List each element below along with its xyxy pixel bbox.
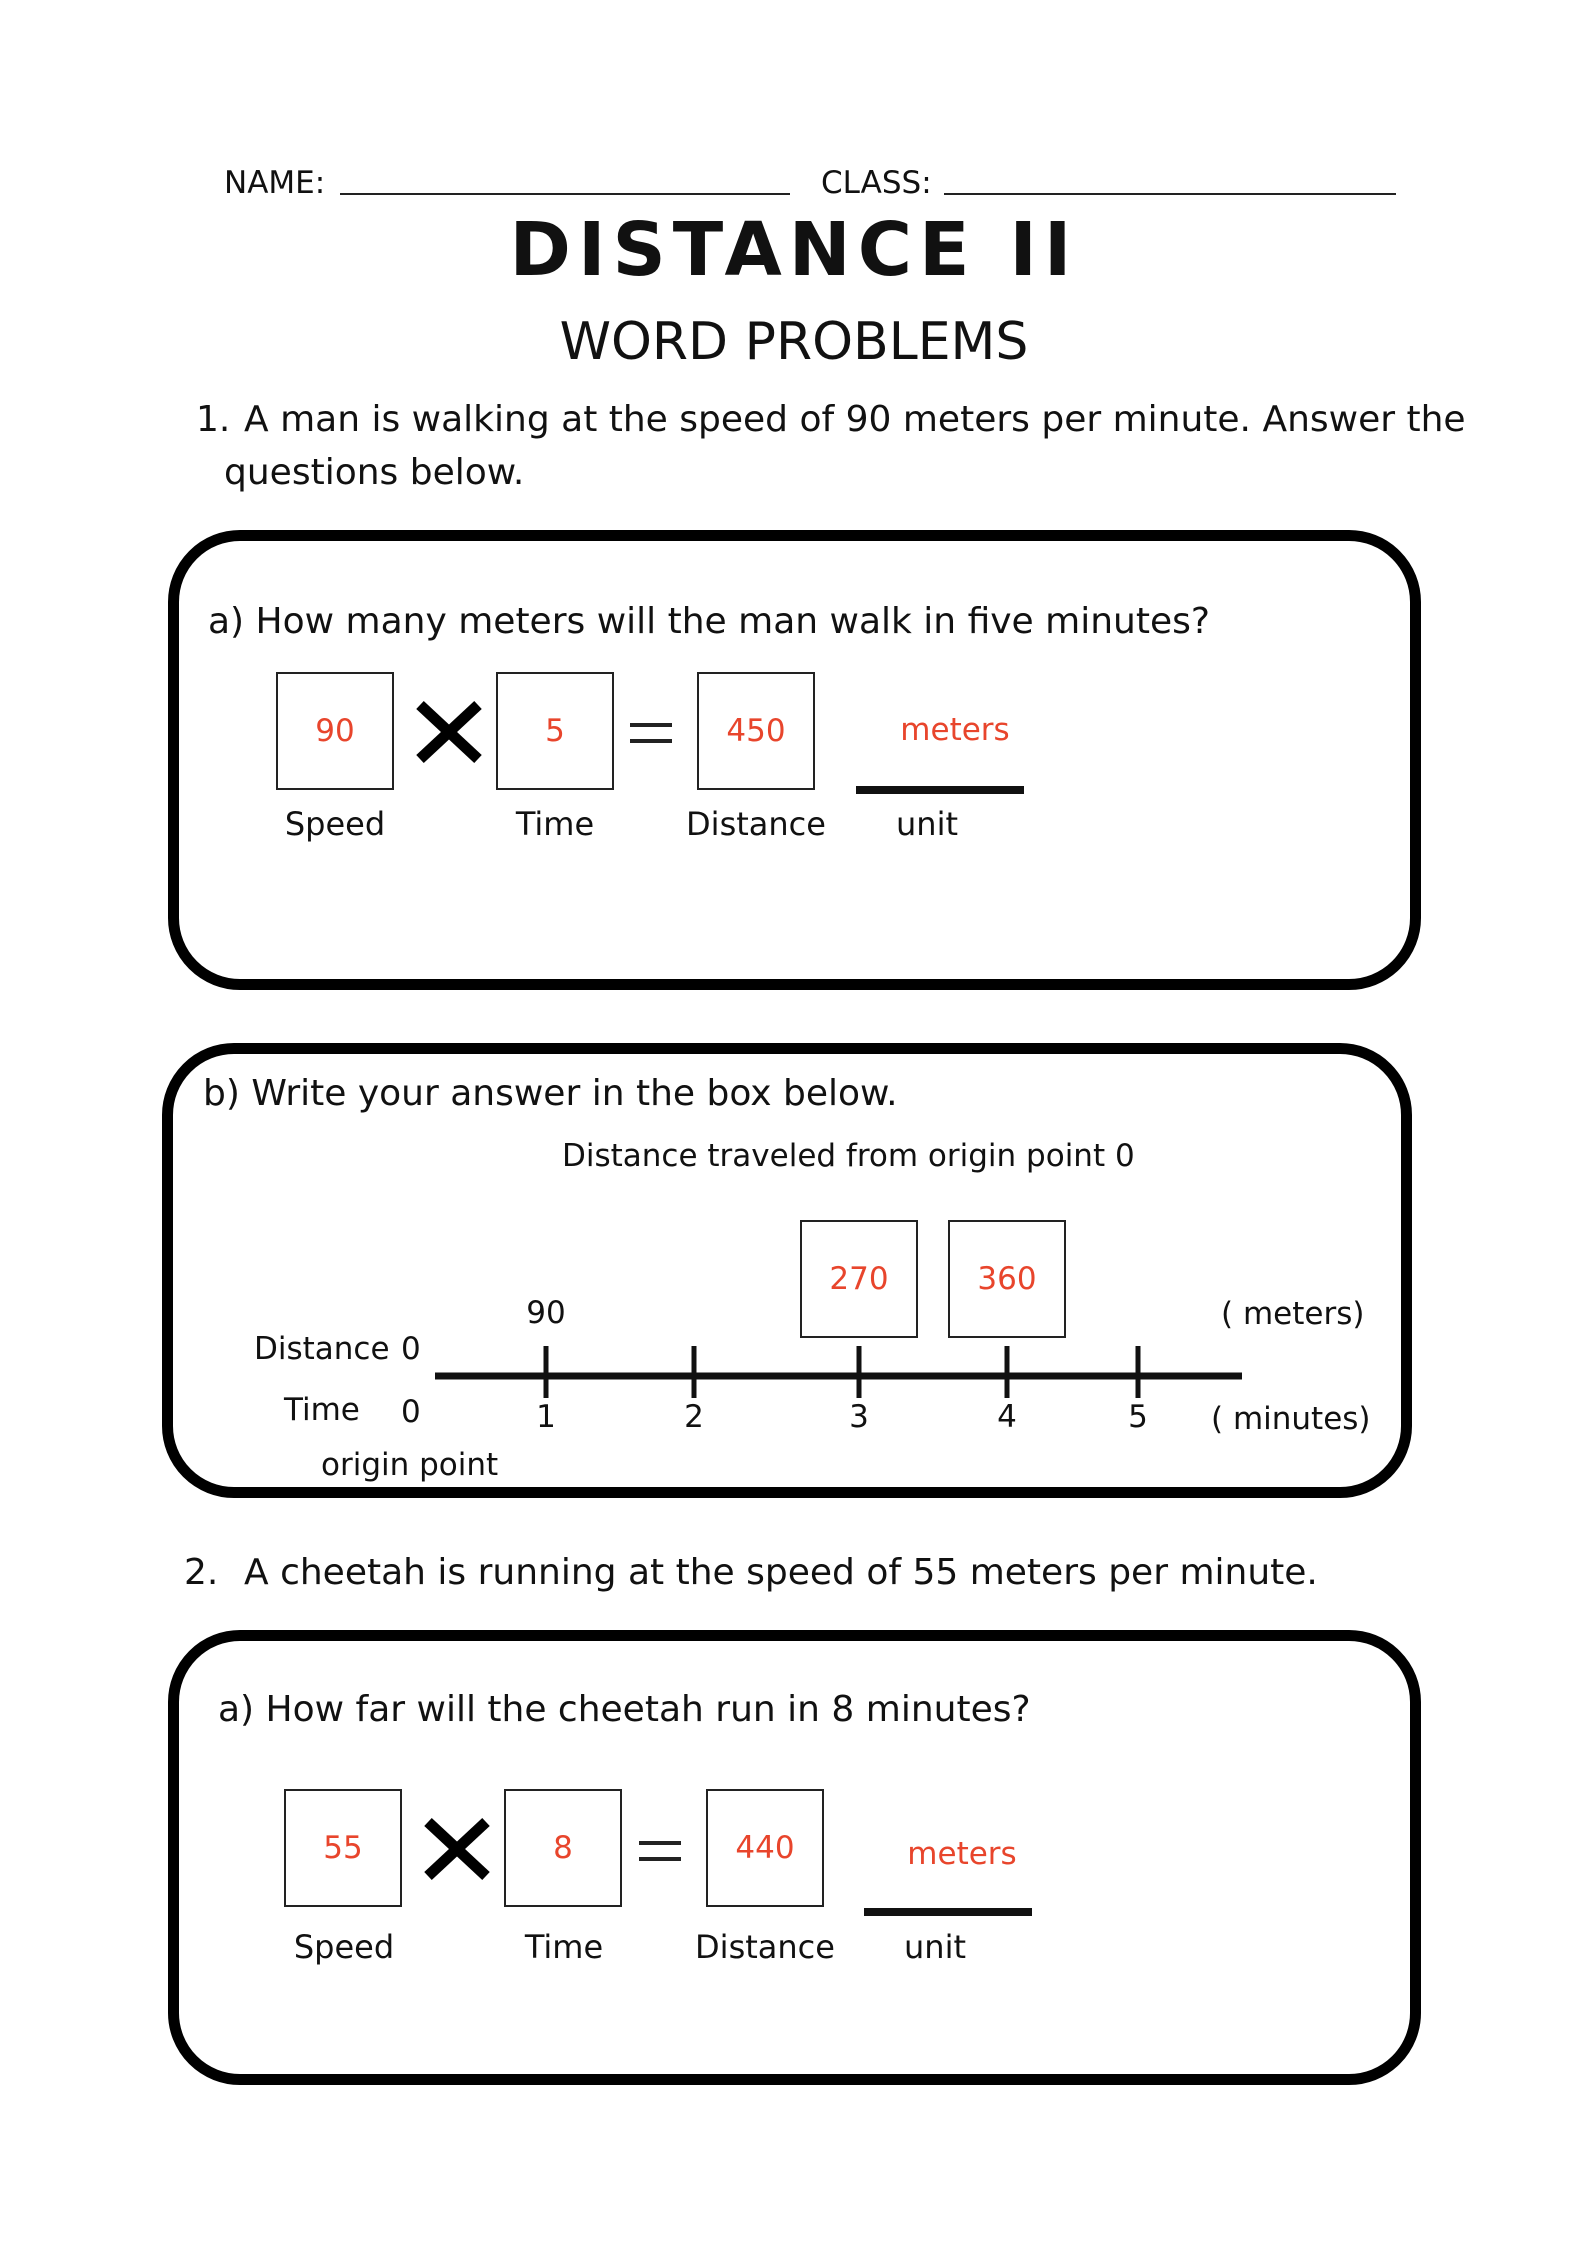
name-label: NAME: bbox=[224, 165, 326, 201]
q1a-speed-label: Speed bbox=[284, 805, 386, 843]
q2a-speed-value: 55 bbox=[323, 1830, 363, 1866]
q2a-time-value: 8 bbox=[553, 1830, 573, 1866]
q2a-unit-answer: meters bbox=[907, 1836, 1017, 1872]
q1a-speed-value: 90 bbox=[315, 713, 355, 749]
multiply-icon bbox=[420, 1816, 494, 1882]
q1a-time-value: 5 bbox=[545, 713, 565, 749]
class-label: CLASS: bbox=[821, 165, 932, 201]
q1a-distance-value: 450 bbox=[726, 713, 786, 749]
q1a-time-label: Time bbox=[515, 805, 595, 843]
q2a-speed-box[interactable] bbox=[284, 1789, 402, 1907]
q2a-speed-label: Speed bbox=[293, 1928, 395, 1966]
q2a-distance-box[interactable] bbox=[706, 1789, 824, 1907]
class-field-line[interactable] bbox=[944, 193, 1396, 195]
q1-text-line2: questions below. bbox=[224, 452, 525, 493]
number-line bbox=[430, 1330, 1250, 1400]
nl-minutes-unit: ( minutes) bbox=[1211, 1401, 1371, 1437]
nl-time-zero: 0 bbox=[401, 1394, 421, 1430]
q1a-speed-box[interactable] bbox=[276, 672, 394, 790]
tick-minute-label: 5 bbox=[1128, 1399, 1148, 1435]
tick-minute-label: 4 bbox=[997, 1399, 1017, 1435]
q2a-distance-label: Distance bbox=[695, 1928, 835, 1966]
q2a-prompt: a) How far will the cheetah run in 8 minutes? bbox=[218, 1689, 1031, 1730]
page-title: DISTANCE II bbox=[509, 207, 1079, 293]
equals-icon bbox=[637, 1838, 683, 1864]
q1a-prompt: a) How many meters will the man walk in five minutes? bbox=[208, 601, 1210, 642]
tick-minute-label: 2 bbox=[684, 1399, 704, 1435]
multiply-icon bbox=[412, 699, 486, 765]
q2-text: A cheetah is running at the speed of 55 meters per minute. bbox=[244, 1552, 1318, 1593]
q2-number: 2. bbox=[184, 1552, 219, 1593]
tick-distance-label: 90 bbox=[526, 1295, 566, 1331]
q1a-distance-box[interactable] bbox=[697, 672, 815, 790]
q2a-distance-value: 440 bbox=[735, 1830, 795, 1866]
q2a-unit-line[interactable] bbox=[864, 1908, 1032, 1916]
nl-distance-zero: 0 bbox=[401, 1331, 421, 1367]
nl-time-label: Time bbox=[284, 1392, 360, 1428]
q1-text-line1: A man is walking at the speed of 90 meters per minute. Answer the bbox=[244, 399, 1466, 440]
nl-distance-label: Distance bbox=[254, 1331, 390, 1367]
equals-icon bbox=[628, 720, 674, 746]
tick-minute-label: 1 bbox=[536, 1399, 556, 1435]
nl-origin-label: origin point bbox=[321, 1447, 499, 1483]
page-subtitle: WORD PROBLEMS bbox=[559, 312, 1029, 372]
tick-distance-answer-box[interactable]: 360 bbox=[948, 1220, 1066, 1338]
q1a-distance-label: Distance bbox=[686, 805, 826, 843]
q2a-time-label: Time bbox=[524, 1928, 604, 1966]
q2a-unit-label: unit bbox=[904, 1928, 966, 1966]
tick-distance-answer-box[interactable]: 270 bbox=[800, 1220, 918, 1338]
q1a-time-box[interactable] bbox=[496, 672, 614, 790]
tick-minute-label: 3 bbox=[849, 1399, 869, 1435]
q1a-unit-label: unit bbox=[896, 805, 958, 843]
nl-meters-unit: ( meters) bbox=[1221, 1296, 1365, 1332]
q2a-time-box[interactable] bbox=[504, 1789, 622, 1907]
name-field-line[interactable] bbox=[340, 193, 790, 195]
q1-number: 1. bbox=[196, 399, 231, 440]
numberline-caption: Distance traveled from origin point 0 bbox=[562, 1138, 1135, 1174]
q1b-prompt: b) Write your answer in the box below. bbox=[203, 1073, 898, 1114]
q1a-unit-line[interactable] bbox=[856, 786, 1024, 794]
q1a-unit-answer: meters bbox=[900, 712, 1010, 748]
